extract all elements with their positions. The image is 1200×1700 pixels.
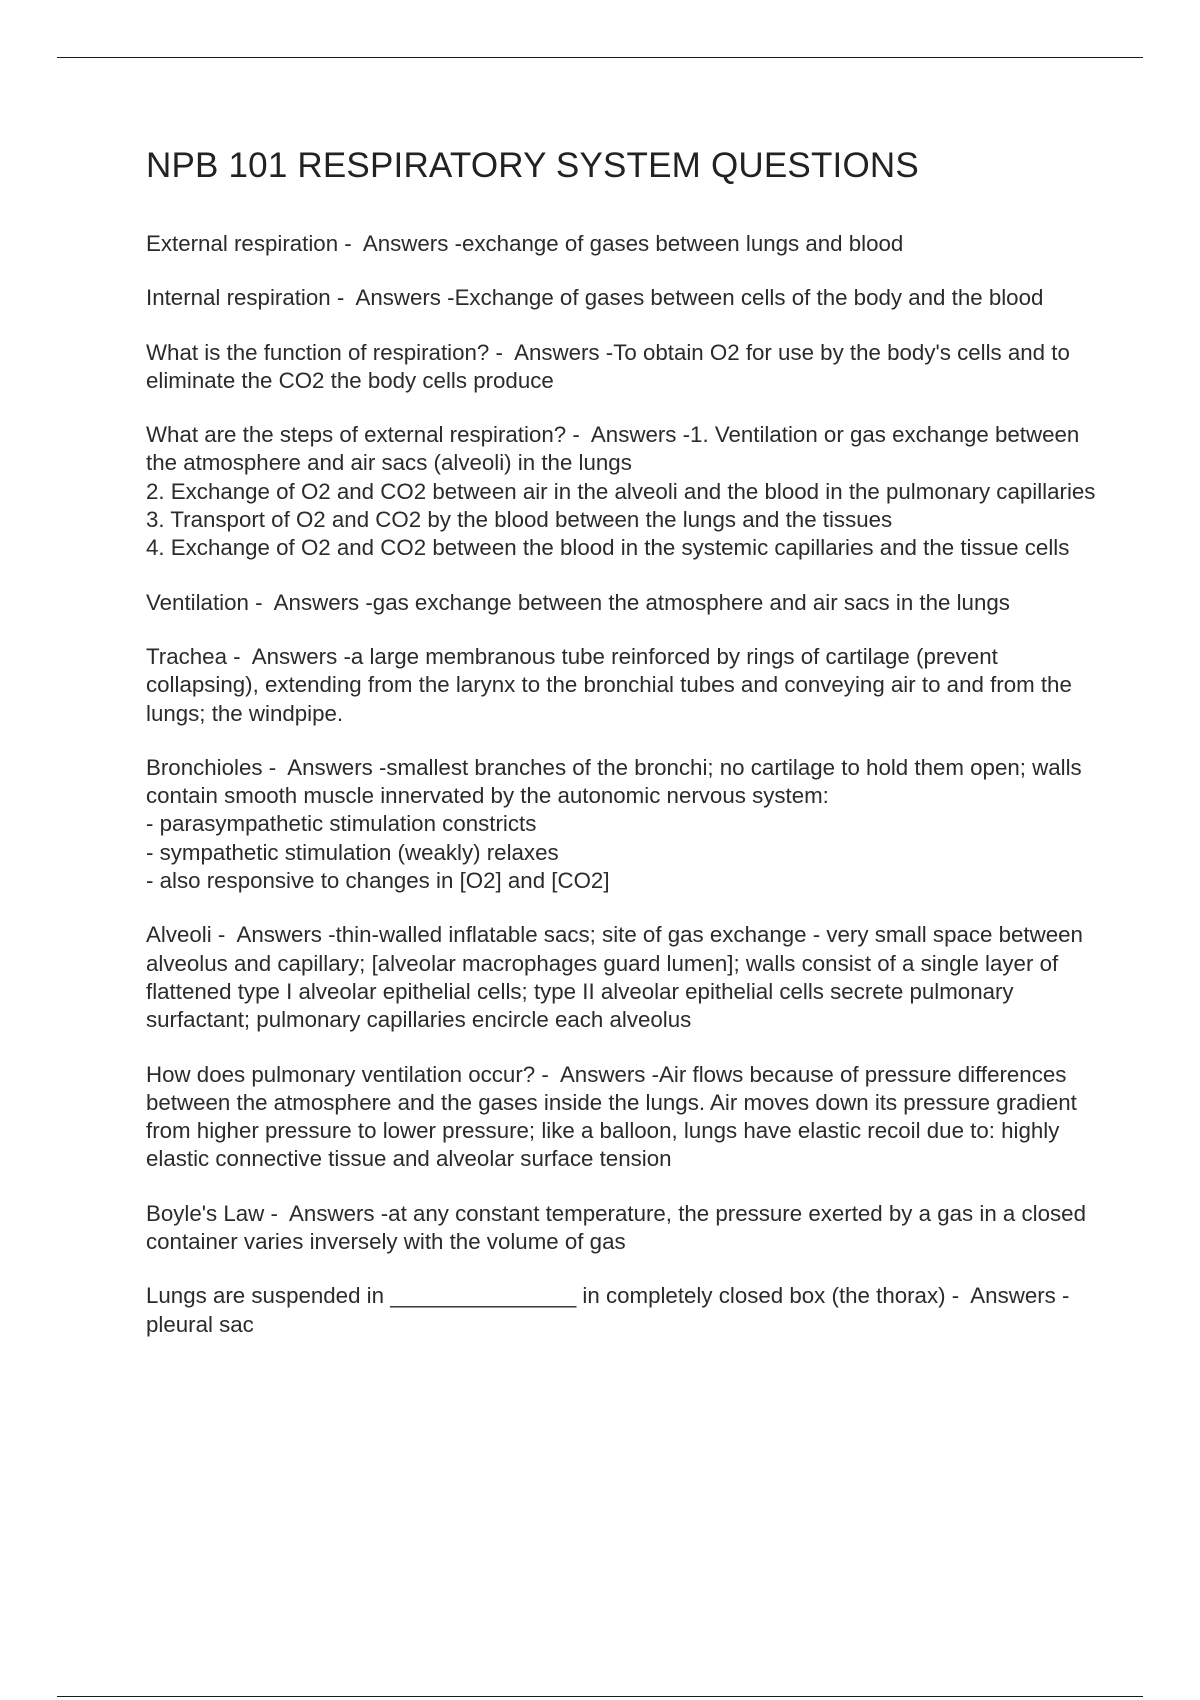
qa-steps-external-respiration: What are the steps of external respiration? - Answers -1. Ventilation or gas exchange between the atmosphere and air sacs (alveoli) in the lungs 2. Exchange of O2 and CO2 between air in the alveoli and the blood in the pulmonary capillaries 3. Transport of O2 and CO2 by the blood between the lungs and the tissues 4. Exchange of O2 and CO2 between the blood in the systemic capillaries and the tissue cells <box>146 422 1096 561</box>
qa-boyles-law: Boyle's Law - Answers -at any constant temperature, the pressure exerted by a gas in a closed container varies inversely with the volume of gas <box>146 1200 1093 1255</box>
qa-function-of-respiration: What is the function of respiration? - Answers -To obtain O2 for use by the body's cells and to eliminate the CO2 the body cells produce <box>146 339 1077 393</box>
qa-alveoli: Alveoli - Answers -thin-walled inflatable sacs; site of gas exchange - very small space between alveolus and capillary; [alveolar macrophages guard lumen]; walls consist of a single layer of flattened type I alveolar epithelial cells; type II alveolar epithelial cells secrete pulmonary surfactant; pulmonary capillaries encircle each alveolus <box>146 922 1090 1033</box>
document-page <box>146 140 1096 1365</box>
qa-bronchioles: Bronchioles - Answers -smallest branches of the bronchi; no cartilage to hold them open; walls contain smooth muscle innervated by the autonomic nervous system: - parasympathetic stimulation constricts - sympathetic stimulation (weakly) relaxes - also responsive to changes in [O2] and [CO2] <box>146 754 1082 894</box>
qa-internal-respiration: Internal respiration - Answers -Exchange of gases between cells of the body and the blood <box>146 285 1044 311</box>
bottom-divider <box>57 1696 1143 1697</box>
qa-trachea: Trachea - Answers -a large membranous tube reinforced by rings of cartilage (prevent collapsing), extending from the larynx to the bronchial tubes and conveying air to and from the lungs; the windpipe. <box>146 643 1079 726</box>
top-divider <box>57 57 1143 58</box>
document-title: NPB 101 RESPIRATORY SYSTEM QUESTIONS <box>146 146 919 185</box>
qa-pulmonary-ventilation: How does pulmonary ventilation occur? - Answers -Air flows because of pressure differences between the atmosphere and the gases inside the lungs. Air moves down its pressure gradient from higher pressure to lower pressure; like a balloon, lungs have elastic recoil due to: highly elastic connective tissue and alveolar surface tension <box>146 1061 1084 1172</box>
qa-ventilation: Ventilation - Answers -gas exchange between the atmosphere and air sacs in the lungs <box>146 589 1010 615</box>
qa-lungs-suspended: Lungs are suspended in _______________ in completely closed box (the thorax) - Answers -pleural sac <box>146 1283 1070 1337</box>
qa-external-respiration: External respiration - Answers -exchange of gases between lungs and blood <box>146 231 904 256</box>
